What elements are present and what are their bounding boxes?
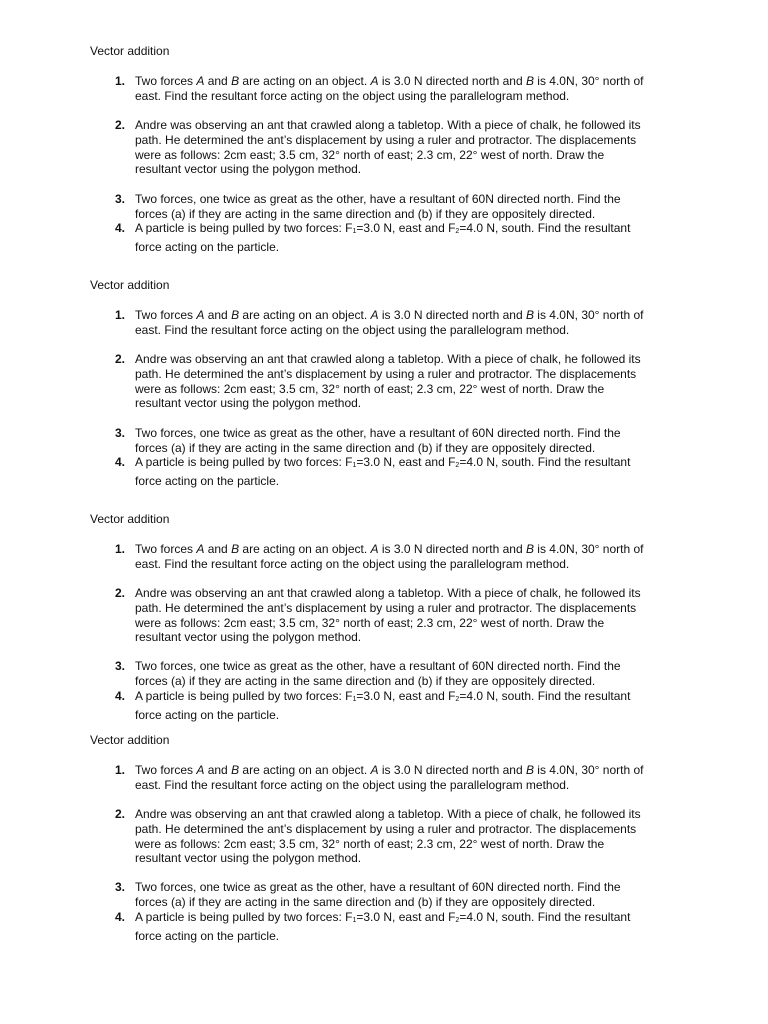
question-text: Two forces, one twice as great as the other, have a resultant of 60N directed north. Find the forces (a) if they are acting in the same direction and (b) if they are oppositely directed. (135, 880, 621, 909)
question-text: Two forces, one twice as great as the other, have a resultant of 60N directed north. Find the forces (a) if they are acting in the same direction and (b) if they are oppositely directed. (135, 659, 621, 688)
question-number: 4. (114, 221, 125, 235)
question-number: 3. (114, 880, 125, 894)
question-number: 1. (114, 542, 125, 556)
question-text: A particle is being pulled by two forces: F1=3.0 N, east and F2=4.0 N, south. Find the resultant force acting on the particle. (135, 689, 631, 722)
question-text: Two forces A and B are acting on an object. A is 3.0 N directed north and B is 4.0N, 30° north of east. Find the resultant force acting on the object using the parallelogram method. (135, 542, 644, 571)
question-text: Andre was observing an ant that crawled along a tabletop. With a piece of chalk, he followed its path. He determined the ant’s displacement by using a ruler and protractor. The displacements were as follows: 2cm east; 3.5 cm, 32° north of east; 2.3 cm, 22° west of north. Draw the resultant vector using the polygon method. (135, 352, 641, 411)
question-text: Two forces, one twice as great as the other, have a resultant of 60N directed north. Find the forces (a) if they are acting in the same direction and (b) if they are oppositely directed. (135, 426, 621, 455)
question-text: A particle is being pulled by two forces: F1=3.0 N, east and F2=4.0 N, south. Find the resultant force acting on the particle. (135, 910, 631, 943)
question-text: Andre was observing an ant that crawled along a tabletop. With a piece of chalk, he followed its path. He determined the ant’s displacement by using a ruler and protractor. The displacements were as follows: 2cm east; 3.5 cm, 32° north of east; 2.3 cm, 22° west of north. Draw the resultant vector using the polygon method. (135, 807, 641, 866)
question-number: 1. (114, 74, 125, 88)
question-number: 4. (114, 689, 125, 703)
question-text: Two forces, one twice as great as the other, have a resultant of 60N directed north. Find the forces (a) if they are acting in the same direction and (b) if they are oppositely directed. (135, 192, 621, 221)
question-number: 2. (114, 807, 125, 821)
question-number: 2. (114, 118, 125, 132)
question-number: 1. (114, 308, 125, 322)
question-text: Two forces A and B are acting on an object. A is 3.0 N directed north and B is 4.0N, 30° north of east. Find the resultant force acting on the object using the parallelogram method. (135, 763, 644, 792)
question-text: A particle is being pulled by two forces: F1=3.0 N, east and F2=4.0 N, south. Find the resultant force acting on the particle. (135, 221, 631, 254)
section-title: Vector addition (90, 512, 170, 526)
question-text: Andre was observing an ant that crawled along a tabletop. With a piece of chalk, he followed its path. He determined the ant’s displacement by using a ruler and protractor. The displacements were as follows: 2cm east; 3.5 cm, 32° north of east; 2.3 cm, 22° west of north. Draw the resultant vector using the polygon method. (135, 586, 641, 645)
question-number: 3. (114, 192, 125, 206)
section-title: Vector addition (90, 733, 170, 747)
question-number: 3. (114, 659, 125, 673)
question-text: Two forces A and B are acting on an object. A is 3.0 N directed north and B is 4.0N, 30° north of east. Find the resultant force acting on the object using the parallelogram method. (135, 308, 644, 337)
section-title: Vector addition (90, 278, 170, 292)
question-number: 4. (114, 910, 125, 924)
section-title: Vector addition (90, 44, 170, 58)
question-text: A particle is being pulled by two forces: F1=3.0 N, east and F2=4.0 N, south. Find the resultant force acting on the particle. (135, 455, 631, 488)
question-number: 4. (114, 455, 125, 469)
question-text: Two forces A and B are acting on an object. A is 3.0 N directed north and B is 4.0N, 30° north of east. Find the resultant force acting on the object using the parallelogram method. (135, 74, 644, 103)
question-number: 2. (114, 352, 125, 366)
question-number: 2. (114, 586, 125, 600)
question-text: Andre was observing an ant that crawled along a tabletop. With a piece of chalk, he followed its path. He determined the ant’s displacement by using a ruler and protractor. The displacements were as follows: 2cm east; 3.5 cm, 32° north of east; 2.3 cm, 22° west of north. Draw the resultant vector using the polygon method. (135, 118, 641, 177)
question-number: 1. (114, 763, 125, 777)
question-number: 3. (114, 426, 125, 440)
